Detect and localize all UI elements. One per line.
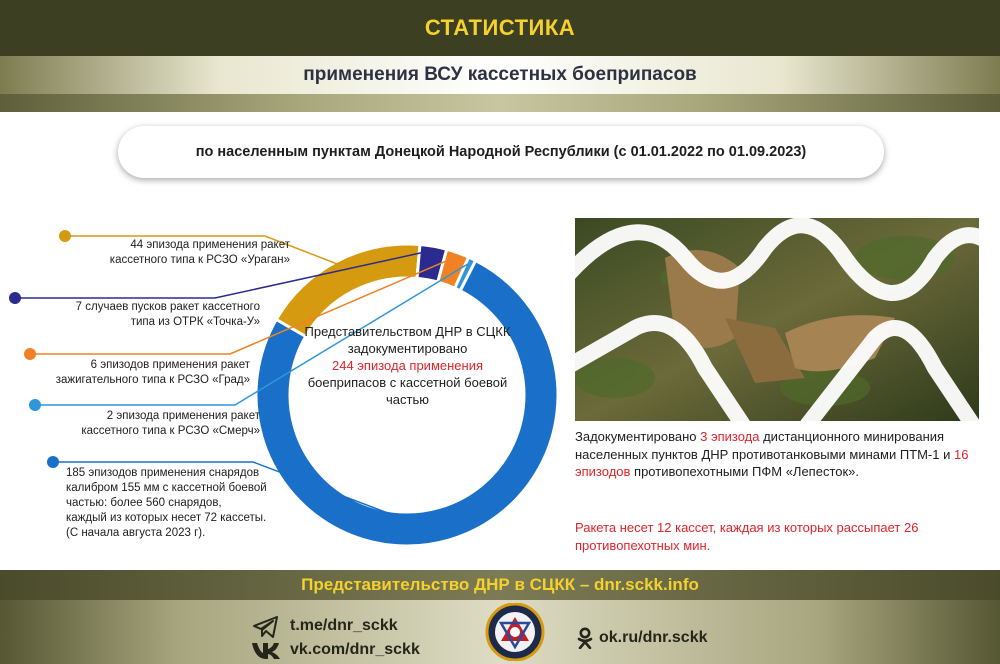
vk-link[interactable]: vk.com/dnr_sckk	[290, 641, 420, 658]
label-grad	[16, 358, 250, 388]
label-smerch-line1: 2 эпизода применения ракет	[106, 410, 260, 422]
donut-center-text	[295, 323, 520, 408]
desc-num1: 3 эпизода	[700, 429, 760, 444]
desc-part1: Задокументировано	[575, 429, 701, 444]
desc-part3: противопехотными ПФМ «Лепесток».	[630, 464, 860, 479]
leader-155mm-dot	[47, 456, 59, 468]
footer-banner-text[interactable]: Представительство ДНР в СЦКК – dnr.sckk.info	[301, 575, 699, 594]
label-uragan-line1: 44 эпизода применения ракет	[130, 239, 290, 251]
region-text: по населенным пунктам Донецкой Народной Республики (с 01.01.2022 по 01.09.2023)	[195, 144, 807, 160]
label-155mm-line2: калибром 155 мм с кассетной боевой	[66, 482, 267, 494]
telegram-icon[interactable]	[253, 616, 279, 638]
odnoklassniki-icon[interactable]	[577, 627, 593, 649]
label-smerch	[30, 409, 260, 439]
region-pill	[118, 126, 884, 178]
divider-strip	[0, 94, 1000, 112]
vk-icon[interactable]	[251, 640, 281, 660]
label-155mm	[66, 466, 316, 541]
label-tochka	[20, 300, 260, 330]
label-tochka-line1: 7 случаев пусков ракет кассетного	[75, 301, 260, 313]
center-line2: боеприпасов с кассетной боевой частью	[307, 375, 508, 407]
mines-photo	[575, 218, 979, 421]
label-uragan	[40, 238, 290, 268]
subtitle-band	[0, 56, 1000, 94]
label-155mm-line3: частью: более 560 снарядов,	[66, 497, 222, 509]
footer-banner	[0, 570, 1000, 600]
page-title: СТАТИСТИКА	[424, 15, 576, 40]
label-155mm-line5: (С начала августа 2023 г).	[66, 527, 206, 539]
label-uragan-line2: кассетного типа к РСЗО «Ураган»	[109, 254, 290, 266]
emblem-logo	[484, 603, 546, 661]
page-subtitle: применения ВСУ кассетных боеприпасов	[303, 64, 697, 85]
label-grad-line1: 6 эпизодов применения ракет	[90, 359, 250, 371]
desc-part2: дистанционного минирования населенных пунктов ДНР противотанковыми минами ПТМ-1 и	[575, 429, 954, 462]
center-line1: Представительством ДНР в СЦКК задокументировано	[304, 324, 511, 356]
label-155mm-line4: каждый из которых несет 72 кассеты.	[66, 512, 267, 524]
label-smerch-line2: кассетного типа к РСЗО «Смерч»	[81, 425, 260, 437]
telegram-link[interactable]: t.me/dnr_sckk	[290, 617, 398, 634]
label-grad-line2: зажигательного типа к РСЗО «Град»	[55, 374, 250, 386]
desc-num2: 16 эпизодов	[575, 446, 969, 479]
center-highlight: 244 эпизода применения	[331, 358, 483, 373]
header-bar	[0, 0, 1000, 56]
ok-link[interactable]: ok.ru/dnr.sckk	[599, 629, 708, 646]
label-tochka-line2: типа из ОТРК «Точка-У»	[130, 316, 260, 328]
rocket-note: Ракета несет 12 кассет, каждая из которых рассыпает 26 противопехотных мин.	[575, 520, 919, 553]
label-155mm-line1: 185 эпизодов применения снарядов	[66, 467, 260, 479]
right-description	[575, 428, 975, 481]
